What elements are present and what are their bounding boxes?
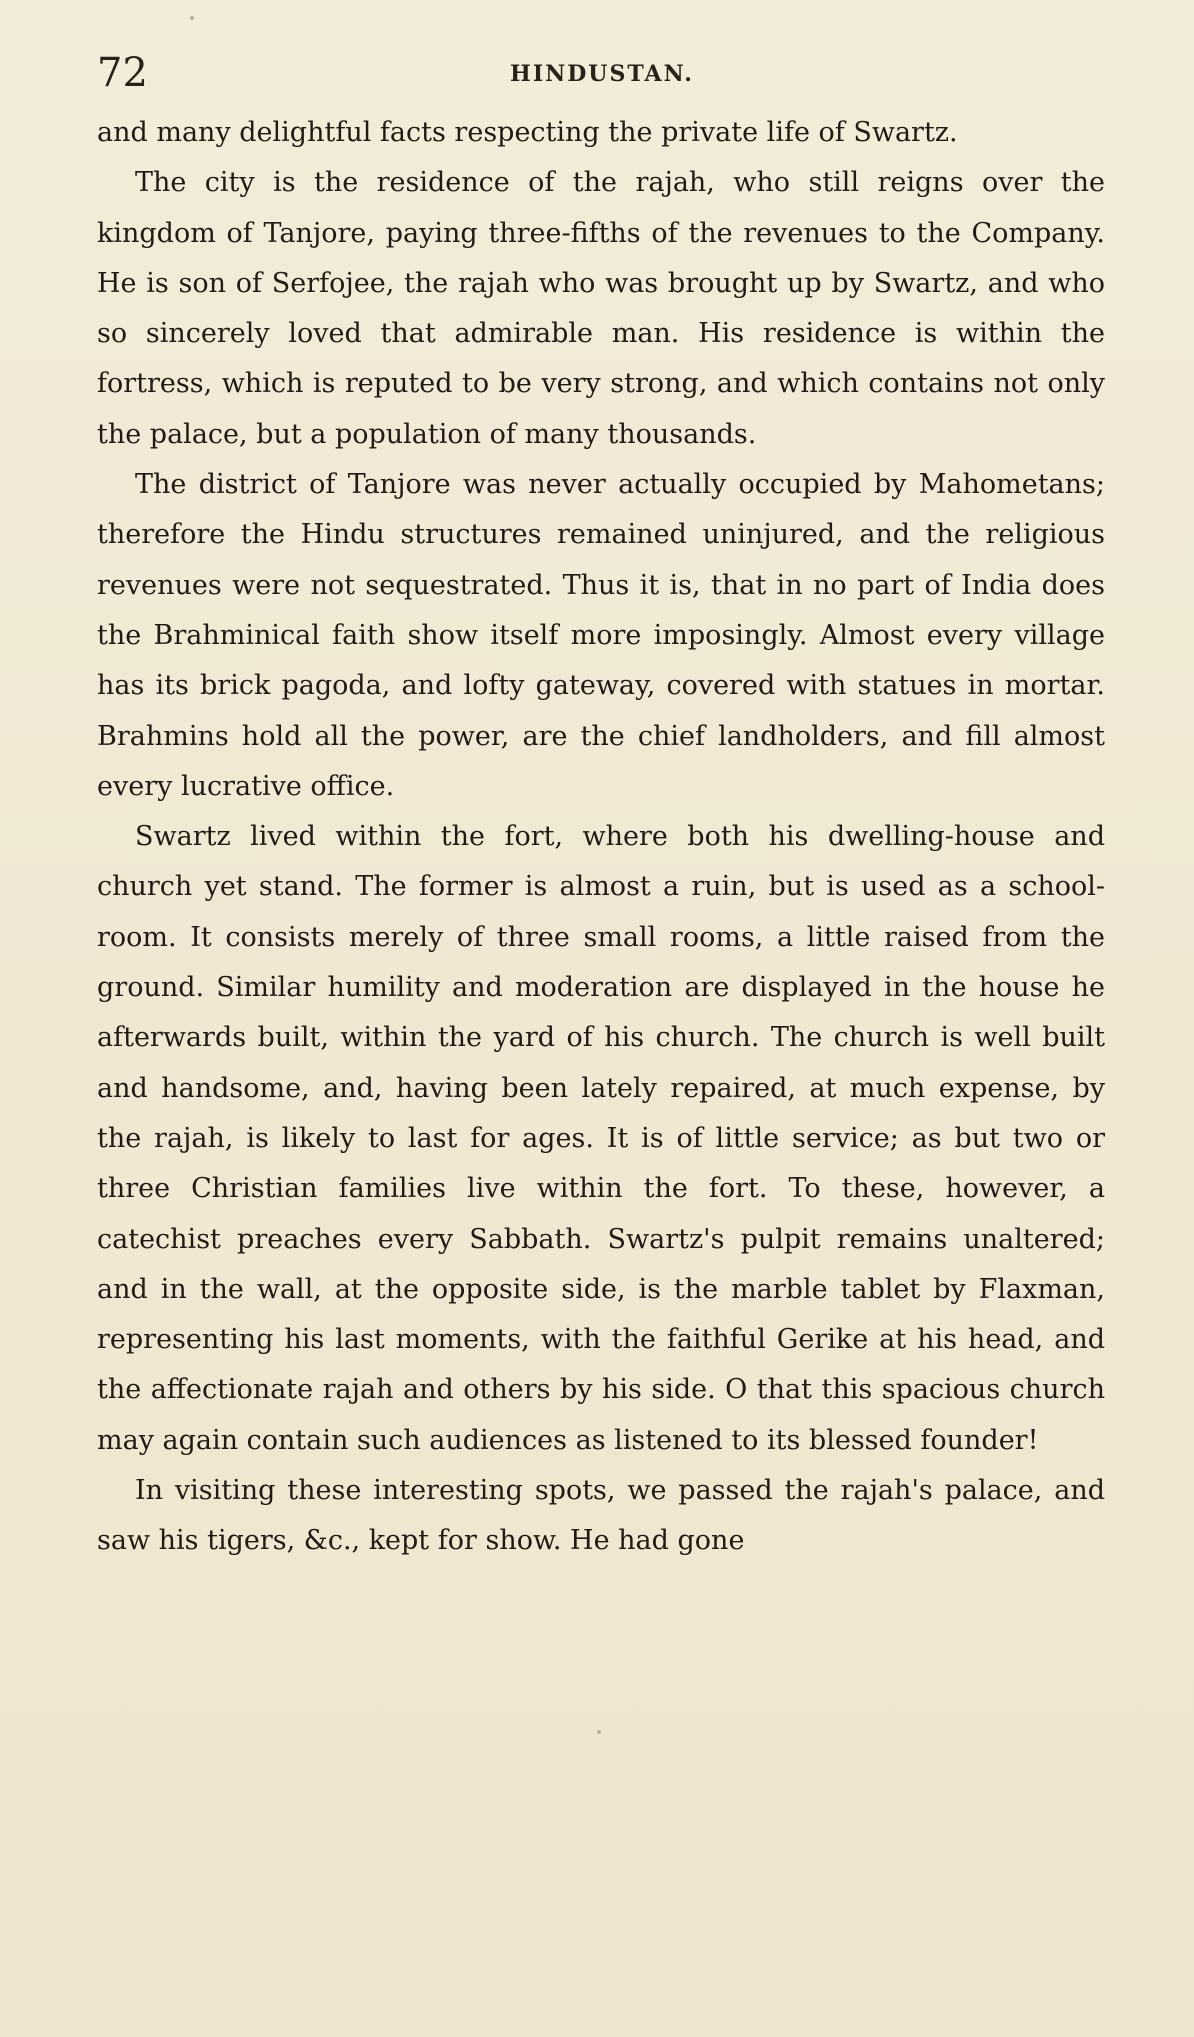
page-number: 72 <box>97 50 148 96</box>
paper-speck <box>190 16 194 20</box>
paragraph: The city is the residence of the rajah, who still reigns over the kingdom of Tanjore, paying three-fifths of the revenues to the Company. He is son of Serfojee, the rajah who was brought up by Swartz, and who so sincerely loved that admirable man. His residence is within the fortress, which is reputed to be very strong, and which contains not only the palace, but a population of many thousands. <box>97 167 1105 450</box>
paragraph: In visiting these interesting spots, we passed the rajah's palace, and saw his tigers, &c., kept for show. He had gone <box>97 1475 1105 1557</box>
paragraph: and many delightful facts respecting the private life of Swartz. <box>97 117 958 148</box>
paper-speck <box>597 1730 601 1734</box>
running-head <box>97 48 1107 98</box>
paragraph: The district of Tanjore was never actually occupied by Mahometans; therefore the Hindu structures remained uninjured, and the religious revenues were not sequestrated. Thus it is, that in no part of India does the Brahminical faith show itself more imposingly. Almost every village has its brick pagoda, and lofty gateway, covered with statues in mortar. Brahmins hold all the power, are the chief landholders, and fill almost every lucrative office. <box>97 469 1105 802</box>
body-text <box>97 108 1105 1567</box>
running-title: HINDUSTAN. <box>510 61 694 87</box>
paragraph: Swartz lived within the fort, where both his dwelling-house and church yet stand. The former is almost a ruin, but is used as a school-room. It consists merely of three small rooms, a little raised from the ground. Similar humility and moderation are displayed in the house he afterwards built, within the yard of his church. The church is well built and handsome, and, having been lately repaired, at much expense, by the rajah, is likely to last for ages. It is of little service; as but two or three Christian families live within the fort. To these, however, a catechist preaches every Sabbath. Swartz's pulpit remains unaltered; and in the wall, at the opposite side, is the marble tablet by Flaxman, representing his last moments, with the faithful Gerike at his head, and the affectionate rajah and others by his side. O that this spacious church may again contain such audiences as listened to its blessed founder! <box>97 821 1105 1456</box>
